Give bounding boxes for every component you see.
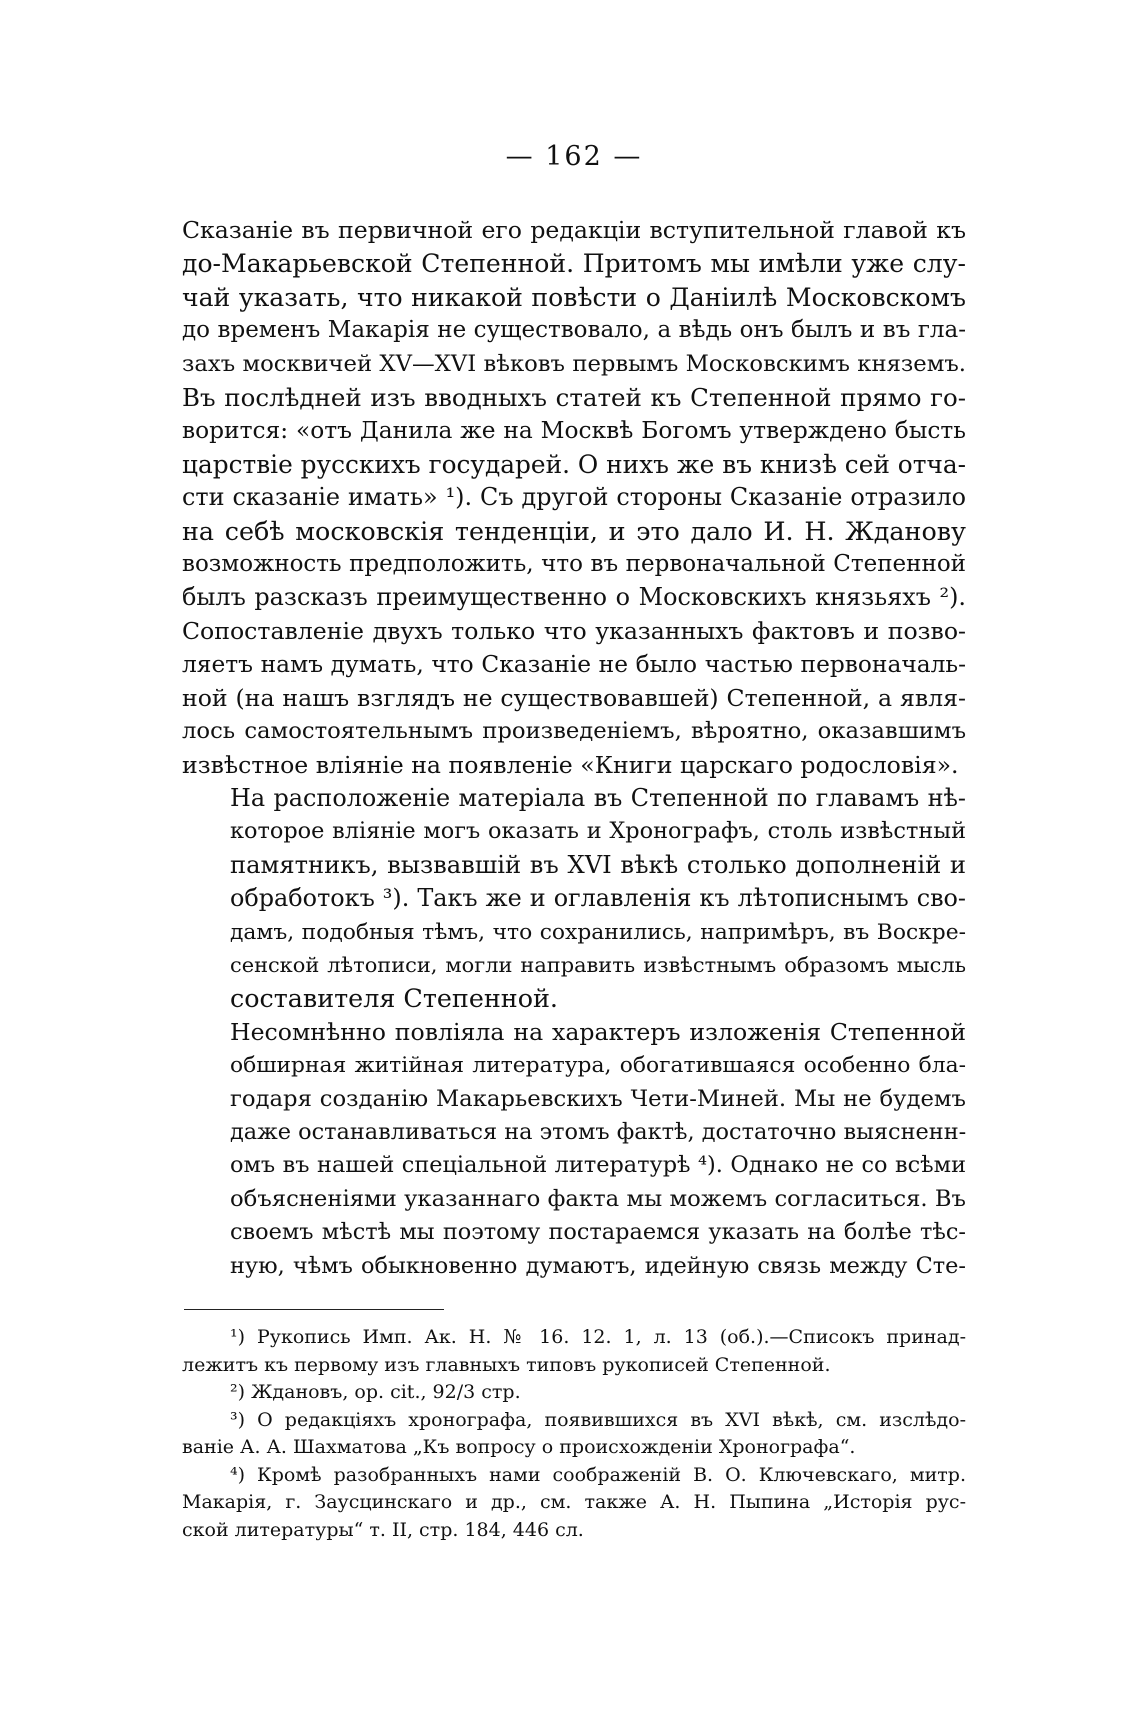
text-line: лось самостоятельнымъ произведеніемъ, вѣроятно, оказавшимъ <box>182 718 966 745</box>
page-number: — 162 — <box>505 141 643 172</box>
text-line: На расположеніе матеріала въ Степенной по главамъ нѣ- <box>230 783 966 812</box>
text-line: ной (на нашъ взглядъ не существовавшей) Степенной, а явля- <box>182 683 966 712</box>
text-line: чай указать, что никакой повѣсти о Даніилѣ Московскомъ <box>182 282 966 312</box>
text-line: памятникъ, вызвавшій въ XVI вѣкѣ столько дополненій и <box>230 850 966 879</box>
text-line: Несомнѣнно повліяла на характеръ изложенія Степенной <box>230 1017 966 1046</box>
text-line: возможность предположить, что въ первоначальной Степенной <box>182 551 966 578</box>
text-line: составителя Степенной. <box>230 983 558 1014</box>
text-line: Сказаніе въ первичной его редакціи вступительной главой къ <box>182 216 966 244</box>
footnote-3 <box>182 1407 966 1462</box>
text-line: былъ разсказъ преимущественно о Московскихъ князьяхъ ²). <box>182 583 966 612</box>
text-line: ляетъ намъ думать, что Сказаніе не было частью первоначаль- <box>182 651 966 679</box>
paragraph-3 <box>182 1016 966 1283</box>
footnote-line: ³) О редакціяхъ хронографа, появившихся въ XVI вѣкѣ, см. изслѣдо- <box>230 1408 966 1431</box>
text-line: сенской лѣтописи, могли направить извѣстнымъ образомъ мысль <box>230 952 966 977</box>
text-line: царствіе русскихъ государей. О нихъ же въ книзѣ сей отча- <box>182 449 966 479</box>
footnote-line: ваніе А. А. Шахматова „Къ вопросу о происхожденіи Хронографа“. <box>182 1436 856 1458</box>
footnote-line: Макарія, г. Заусцинскаго и др., см. также А. Н. Пыпина „Исторія рус- <box>182 1491 966 1513</box>
text-line: Сопоставленіе двухъ только что указанныхъ фактовъ и позво- <box>182 616 966 645</box>
footnote-line: ⁴) Кромѣ разобранныхъ нами соображеній В. О. Ключевскаго, митр. <box>230 1463 966 1486</box>
footnote-line: ¹) Рукопись Имп. Ак. Н. № 16. 12. 1, л. 13 (об.).—Списокъ принад- <box>230 1326 966 1348</box>
text-line: захъ москвичей XV—XVI вѣковъ первымъ Московскимъ княземъ. <box>182 350 966 377</box>
footnotes <box>182 1324 966 1544</box>
footnote-line: лежитъ къ первому изъ главныхъ типовъ рукописей Степенной. <box>182 1353 831 1376</box>
text-line: своемъ мѣстѣ мы поэтому постараемся указать на болѣе тѣс- <box>230 1219 966 1246</box>
footnote-divider <box>184 1309 444 1310</box>
footnote-1 <box>182 1324 966 1379</box>
footnote-line: ской литературы“ т. II, стр. 184, 446 сл. <box>182 1518 584 1541</box>
text-line: до-Макарьевской Степенной. Притомъ мы имѣли уже слу- <box>182 249 966 279</box>
text-line: извѣстное вліяніе на появленіе «Книги царскаго родословія». <box>182 750 959 779</box>
text-line: омъ въ нашей спеціальной литературѣ ⁴). Однако не со всѣми <box>230 1152 966 1179</box>
paragraph-1 <box>182 214 966 782</box>
main-text <box>182 214 966 1283</box>
text-line: до временъ Макарія не существовало, а вѣдь онъ былъ и въ гла- <box>182 317 966 344</box>
footnote-2 <box>182 1379 966 1407</box>
text-line: сти сказаніе имать» ¹). Съ другой стороны Сказаніе отразило <box>182 483 966 512</box>
text-line: даже останавливаться на этомъ фактѣ, достаточно выясненн- <box>230 1118 966 1145</box>
text-line: ворится: «отъ Данила же на Москвѣ Богомъ утверждено бысть <box>182 417 966 445</box>
text-line: объясненіями указаннаго факта мы можемъ согласиться. Въ <box>230 1185 966 1212</box>
paragraph-2 <box>182 782 966 1016</box>
footnote-4 <box>182 1462 966 1545</box>
text-line: обширная житійная литература, обогатившаяся особенно бла- <box>230 1053 966 1079</box>
book-page <box>182 140 966 1544</box>
text-line: дамъ, подобныя тѣмъ, что сохранились, напримѣръ, въ Воскре- <box>230 919 966 945</box>
text-line: Въ послѣдней изъ вводныхъ статей къ Степенной прямо го- <box>182 383 966 413</box>
text-line: которое вліяніе могъ оказать и Хронографъ, столь извѣстный <box>230 818 966 845</box>
text-line: ную, чѣмъ обыкновенно думаютъ, идейную связь между Сте- <box>230 1252 966 1279</box>
footnote-line: ²) Ждановъ, op. cit., 92/3 стр. <box>230 1381 521 1403</box>
text-line: годаря созданію Макарьевскихъ Чети-Миней. Мы не будемъ <box>230 1085 966 1112</box>
text-line: на себѣ московскія тенденціи, и это дало И. Н. Жданову <box>182 515 966 546</box>
text-line: обработокъ ³). Такъ же и оглавленія къ лѣтописнымъ сво- <box>230 884 966 913</box>
